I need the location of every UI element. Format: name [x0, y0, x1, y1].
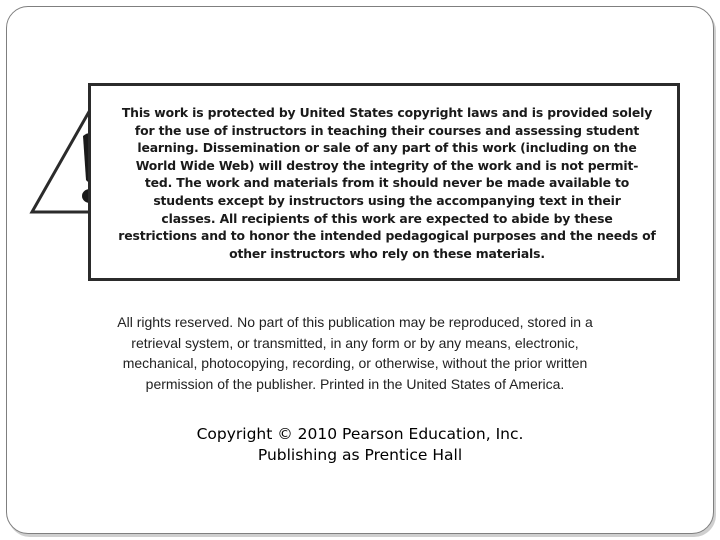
notice-text — [107, 104, 667, 262]
rights-line: permission of the publisher. Printed in the United States of America. — [145, 375, 565, 392]
copyright-notice-image — [28, 80, 688, 290]
rights-line: mechanical, photocopying, recording, or otherwise, without the prior written — [122, 355, 588, 371]
notice-line: other instructors who rely on these materials. — [229, 245, 545, 261]
copyright-line: Copyright © 2010 Pearson Education, Inc. — [196, 425, 524, 443]
publisher-line: Publishing as Prentice Hall — [257, 446, 463, 464]
notice-line: World Wide Web) will destroy the integrity of the work and is not permit- — [135, 157, 639, 173]
rights-line: All rights reserved. No part of this publication may be reproduced, stored in a — [117, 314, 593, 330]
notice-box — [88, 83, 680, 281]
rights-reserved-text — [70, 312, 640, 394]
copyright-block — [100, 424, 620, 466]
notice-line: ted. The work and materials from it should never be made available to — [144, 175, 630, 191]
notice-line: classes. All recipients of this work are expected to abide by these — [161, 210, 613, 226]
notice-line: learning. Dissemination or sale of any part of this work (including on the — [137, 140, 637, 156]
notice-line: students except by instructors using the accompanying text in their — [153, 192, 621, 208]
rights-line: retrieval system, or transmitted, in any form or by any means, electronic, — [131, 334, 579, 351]
notice-line: restrictions and to honor the intended pedagogical purposes and the needs of — [118, 228, 656, 244]
notice-line: for the use of instructors in teaching their courses and assessing student — [134, 122, 640, 138]
notice-line: This work is protected by United States copyright laws and is provided solely — [121, 105, 653, 120]
